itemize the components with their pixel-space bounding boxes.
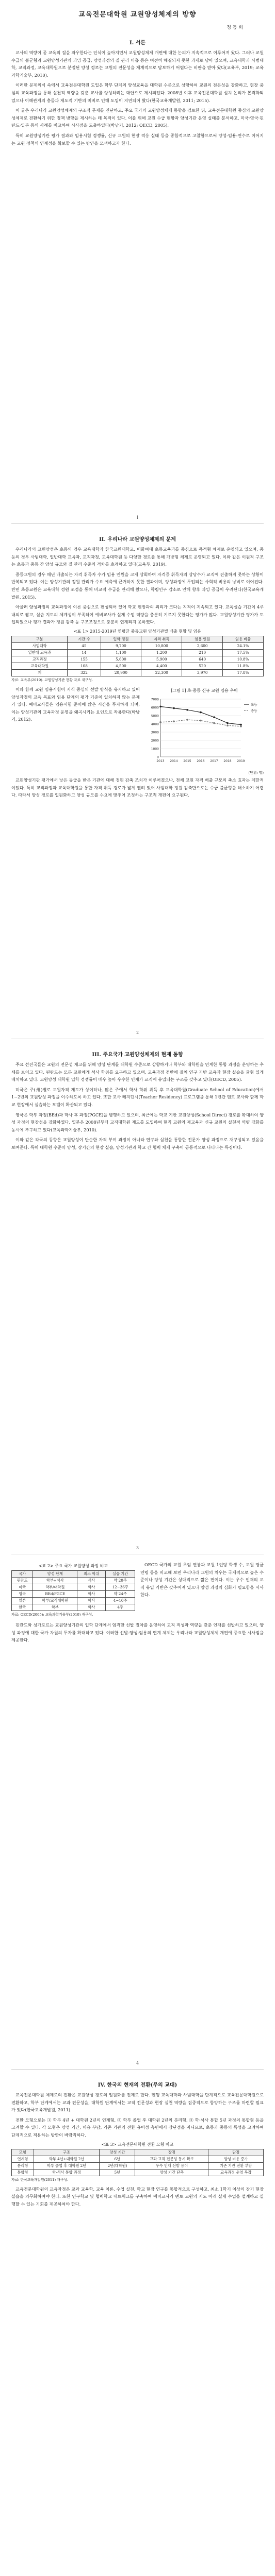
table-row: [12, 1584, 135, 1591]
table-cell: 계: [12, 669, 68, 676]
page-number: 1: [136, 515, 139, 520]
table-cell: 3,970: [182, 669, 223, 676]
table-header-cell: 단점: [208, 2149, 264, 2156]
table-cell: 14: [68, 649, 101, 656]
table-cell: 미국: [12, 1584, 33, 1591]
table-cell: 5,900: [141, 656, 182, 663]
table-cell: 2,600: [182, 642, 223, 649]
table-header-cell: 자격 취득: [141, 636, 182, 642]
data-point: [200, 720, 202, 722]
page-divider: [11, 523, 264, 524]
paragraph: 핀란드와 싱가포르는 교원양성기관의 입학 단계에서 엄격한 선발 절차를 운영하여 교직 적성과 역량을 갖춘 인재를 선발하고 있으며, 양성 과정에 대한 국가 차원의 투자를 확대하고 있다. 이러한 선발-양성-임용의 연계 체제는 우리나라 교원양성체제 개편에 중요한 시사점을 제공한다.: [11, 1622, 264, 1643]
table-cell: 108: [68, 663, 101, 669]
table-cell: 기존 기관 전환 부담: [208, 2162, 264, 2169]
table-cell: 4,400: [141, 663, 182, 669]
table-cell: 9,700: [101, 642, 141, 649]
paragraph: 교원양성기관 평가에서 낮은 등급을 받은 기관에 대해 정원 감축 조치가 이루어졌으나, 전체 교원 자격 배출 규모의 축소 효과는 제한적이었다. 특히 교직과정과 교육대학원을 통한 자격 취득 경로가 넓게 열려 있어 사범대학 정원 감축만으로는 수급 불균형을 해소하기 어렵다. 따라서 양성 경로를 일원화하고 양성 규모를 수요에 맞추어 조정하는 구조적 개편이 요구된다.: [11, 777, 264, 798]
table-cell: 322: [68, 669, 101, 676]
table-caption: <표 2> 주요 국가 교원양성 과정 비교: [38, 1564, 108, 1568]
table-row: [12, 642, 264, 649]
section-transition: [11, 2076, 264, 2210]
data-point: [173, 720, 175, 722]
table-cell: 한국: [12, 1604, 33, 1611]
table-transition-models: [11, 2149, 264, 2176]
section-heading: II. 우리나라 교원양성체제의 문제: [99, 537, 176, 543]
chart-container: [145, 686, 264, 776]
data-point: [186, 719, 188, 721]
paragraph: 이와 같은 각국의 동향은 교원양성이 단순한 자격 부여 과정이 아니라 연구와 실천을 통합한 전문가 양성 과정으로 재구성되고 있음을 보여준다. 특히 대학원 수준의 양성, 장기간의 현장 실습, 양성기관과 학교 간 협력 체제 구축이 공통적으로 나타나는 특징이다.: [11, 1137, 264, 1150]
table-header-row: [12, 1571, 135, 1578]
data-point: [213, 722, 215, 724]
table-source-note: 자료: OECD(2005); 교육과학기술부(2010) 재구성.: [11, 1613, 93, 1617]
table-header-cell: 모형: [12, 2149, 34, 2156]
table-cell: 학부/교직대학원: [33, 1598, 77, 1604]
table-row: [12, 2162, 264, 2169]
table-cell: 학사: [77, 1591, 106, 1598]
table-header-cell: 임용 비율: [223, 636, 264, 642]
y-tick-label: 4000: [151, 722, 159, 726]
table-cell: BEd/PGCE: [33, 1591, 77, 1598]
table-header-cell: 양성 기간: [100, 2149, 135, 2156]
table-cell: 학부+석사: [33, 1578, 77, 1584]
table-cell: 학부/대학원: [33, 1584, 77, 1591]
y-tick-label: 1000: [151, 747, 159, 751]
table-header-cell: 기관 수: [68, 636, 101, 642]
table-cell: 45: [68, 642, 101, 649]
table-cell: 약 24주: [106, 1591, 135, 1598]
table-cell: 양성 기간 단축: [135, 2169, 208, 2176]
table-row: [12, 2169, 264, 2176]
table-body: [12, 2156, 264, 2176]
table-cell: 5,600: [101, 656, 141, 663]
table-header-cell: 장점: [135, 2149, 208, 2156]
table-body: [12, 642, 264, 676]
table-row: [12, 663, 264, 669]
table-header-cell: 양성 단계: [33, 1571, 77, 1578]
table-cell: 석사: [77, 1578, 106, 1584]
chart-unit: (단위: 명): [248, 770, 264, 775]
table-cell: 10.8%: [223, 656, 264, 663]
table-cell: 일본: [12, 1598, 33, 1604]
paragraph: 영국은 학부 과정(BEd)과 학사 후 과정(PGCE)을 병행하고 있으며, 최근에는 학교 기반 교원양성(School Direct) 경로를 확대하여 양성 과정의 현장성을 강화하였다. 일본은 2008년부터 교직대학원 제도를 도입하여 현직 교원의 재교육과 신규 교원의 실천적 역량 강화를 동시에 추구하고 있다(교육과학기술부, 2010).: [11, 1112, 264, 1132]
table-cell: 교육과정 운영 복잡: [208, 2169, 264, 2176]
table-cell: 640: [182, 656, 223, 663]
x-tick-label: 2013: [156, 759, 165, 763]
data-point: [227, 724, 229, 726]
table-cell: 학부: [33, 1604, 77, 1611]
table-row: [12, 669, 264, 676]
table-cell: 교직과정: [12, 656, 68, 663]
table-row: [12, 1591, 135, 1598]
table-cell: 교육대학원: [12, 663, 68, 669]
y-tick-label: 5000: [151, 714, 159, 718]
table-source-note: 자료: 한국교육개발원(2011) 재구성.: [11, 2177, 69, 2182]
table-header-row: [12, 636, 264, 642]
table-row: [12, 1598, 135, 1604]
table-teacher-supply: [11, 636, 264, 676]
table-row: [12, 2156, 264, 2162]
data-point: [240, 724, 242, 726]
section-international-trends: [11, 1046, 264, 1154]
x-tick-label: 2017: [210, 759, 218, 763]
page-number: 3: [136, 1546, 139, 1550]
table-cell: 학부 졸업 후 대학원 2년: [34, 2162, 100, 2169]
section-heading: I. 서론: [130, 40, 145, 46]
table-header-cell: 최소 학위: [77, 1571, 106, 1578]
table-cell: 우수 인재 선발 용이: [135, 2162, 208, 2169]
data-point: [159, 721, 161, 723]
table-cell: 11.8%: [223, 663, 264, 669]
table-cell: 1,100: [101, 649, 141, 656]
paragraph: 미국은 주(州)별로 교원자격 제도가 상이하나, 많은 주에서 학사 학위 취득 후 교육대학원(Graduate School of Education)에서 1~2년의 교원양성 과정을 이수하도록 하고 있다. 또한 교사 레지던시(Teacher Residency) 프로그램을 통해 1년간 멘토 교사와 함께 학교 현장에서 실습하는 모델이 확산되고 있다.: [11, 1087, 264, 1107]
table-cell: 4주: [106, 1604, 135, 1611]
x-tick-label: 2014: [170, 759, 178, 763]
data-point: [200, 711, 202, 714]
section-introduction: [11, 34, 264, 149]
table-with-text: [11, 1561, 264, 1618]
table-cell: 약 20주: [106, 1578, 135, 1584]
table-header-cell: 구분: [12, 636, 68, 642]
table-cell: 학사: [77, 1584, 106, 1591]
table-cell: 학·석사 통합 과정: [34, 2169, 100, 2176]
table-cell: 학부 4년+대학원 2년: [34, 2156, 100, 2162]
table-cell: 12~36주: [106, 1584, 135, 1591]
legend-label: 초등: [251, 702, 257, 707]
table-header-cell: 구조: [34, 2149, 100, 2156]
table-row: [12, 649, 264, 656]
paragraph: 교사의 역량이 곧 교육의 질을 좌우한다는 인식이 높아지면서 교원양성체제 개편에 대한 논의가 지속적으로 이루어져 왔다. 그러나 교원 수급의 불균형과 교원양성기관의 과잉 공급, 양성과정의 질 관리 미흡 등은 여전히 해결되지 못한 과제로 남아 있으며, 교육대학과 사범대학, 교직과정, 교육대학원으로 분절된 양성 경로는 교원의 전문성을 체계적으로 담보하기 어렵다는 비판을 받아 왔다(교육부, 2019; 교육과학기술부, 2010).: [11, 50, 264, 78]
table-cell: 17.8%: [223, 669, 264, 676]
table-header-cell: 임용 인원: [182, 636, 223, 642]
page-divider: [11, 2069, 264, 2070]
chart-with-text: [11, 686, 264, 776]
table-wrapper: [11, 1561, 135, 1618]
table-cell: 24.1%: [223, 642, 264, 649]
paragraph: 이 글은 우리나라 교원양성체제의 구조적 문제를 진단하고, 주요 국가의 교원양성체제 동향을 검토한 뒤, 교육전문대학원 중심의 교원양성체제로 전환하기 위한 정책 방향을 제시하는 데 목적이 있다. 이를 위해 교원 수급 현황과 양성기관 운영 실태를 분석하고, 미국·영국·핀란드·일본 등의 사례를 비교하여 시사점을 도출하였다(박남기, 2012; OECD, 2005).: [11, 108, 264, 128]
table-header-cell: 입학 정원: [101, 636, 141, 642]
table-cell: 2년(대학원): [100, 2162, 135, 2169]
table-cell: 6년: [100, 2156, 135, 2162]
paragraph: 전환 모형으로는 ① 학부 4년 + 대학원 2년의 연계형, ② 학부 졸업 후 대학원 2년의 분리형, ③ 학·석사 통합 5년 과정의 통합형 등을 고려할 수 있다. 각 모형은 양성 기간, 비용 부담, 기존 기관의 전환 용이성 측면에서 장단점을 지니므로, 초등과 중등의 특성을 고려하여 단계적으로 적용하는 방안이 바람직하다.: [11, 2117, 264, 2138]
table-caption: <표 1> 2015-2019년 연평균 중등교원 양성기관별 배출 현황 및 임용: [73, 629, 202, 634]
page-number: 2: [136, 1030, 139, 1035]
table-caption: <표 3> 교육전문대학원 전환 모형 비교: [101, 2142, 174, 2147]
table-cell: 10,800: [141, 642, 182, 649]
table-cell: 학사: [77, 1598, 106, 1604]
author-name: 정 동 희: [227, 25, 243, 30]
table-country-comparison: [11, 1570, 135, 1611]
table-cell: 4~10주: [106, 1598, 135, 1604]
table-cell: 핀란드: [12, 1578, 33, 1584]
table-cell: 일반대 교육과: [12, 649, 68, 656]
x-tick-label: 2015: [183, 759, 191, 763]
table-cell: 520: [182, 663, 223, 669]
table-header-cell: 국가: [12, 1571, 33, 1578]
table-cell: 학사: [77, 1604, 106, 1611]
y-tick-label: 2000: [151, 739, 159, 743]
table-cell: 분리형: [12, 2162, 34, 2169]
paragraph: 이러한 문제의식 속에서 교육전문대학원 도입은 학부 단계의 양성교육을 대학원 수준으로 상향하여 교원의 전문성을 강화하고, 현장 중심의 교육과정을 통해 실천적 역량을 갖춘 교사를 양성하려는 대안으로 제시되었다. 2008년 이후 교육전문대학원 설치 논의가 본격화되었으나 이해관계의 충돌과 제도적 기반의 미비로 인해 도입이 지연되어 왔다(한국교육개발원, 2011; 2015).: [11, 82, 264, 103]
y-tick-label: 0: [157, 755, 159, 759]
legend-label: 중등: [251, 708, 257, 713]
paragraph: 이와 함께 교원 임용시험이 지식 중심의 선발 방식을 유지하고 있어 양성과정의 교육 목표와 임용 단계의 평가 기준이 일치하지 않는 문제가 있다. 예비교사들은 임용시험 준비에 많은 시간을 투자하게 되며, 이는 양성기관의 교육과정 운영을 왜곡시키는 요인으로 작용한다(박남기, 2012).: [11, 686, 140, 722]
paragraph: 아울러 양성과정의 교육과정이 이론 중심으로 편성되어 있어 학교 현장과의 괴리가 크다는 지적이 지속되고 있다. 교육실습 기간이 4주 내외로 짧고, 실습 지도의 체계성이 부족하여 예비교사가 실제 수업 역량을 충분히 기르지 못한다는 평가가 많다. 교원양성기관 평가가 도입되었으나 평가 결과가 정원 감축 등 구조조정으로 충분히 연계되지 못하였다.: [11, 604, 264, 625]
paragraph: 특히 교원양성기관 평가 결과와 임용시험 경쟁률, 신규 교원의 현장 적응 실태 등을 종합적으로 고찰함으로써 양성-임용-연수로 이어지는 교원 정책의 연계성을 확보할 수 있는 방안을 모색하고자 한다.: [11, 132, 264, 146]
table-row: [12, 1604, 135, 1611]
table-body: [12, 1578, 135, 1611]
x-tick-label: 2019: [237, 759, 245, 763]
table-cell: 22,300: [141, 669, 182, 676]
table-cell: 교과·교직 전문성 동시 확보: [135, 2156, 208, 2162]
paragraph: 교육전문대학원 체제로의 전환은 교원양성 경로의 일원화를 전제로 한다. 현행 교육대학과 사범대학을 단계적으로 교육전문대학원으로 전환하고, 학부 단계에서는 교과 전문성을, 대학원 단계에서는 교직 전문성과 현장 실천 역량을 집중적으로 함양하는 구조를 마련할 필요가 있다(한국교육개발원, 2011).: [11, 2092, 264, 2113]
table-cell: 양성 비용 증가: [208, 2156, 264, 2162]
data-point: [227, 722, 229, 724]
y-tick-label: 7000: [151, 698, 159, 702]
paragraph: 교육전문대학원의 교육과정은 교과 교육학, 교육 이론, 수업 실천, 학교 현장 연구를 통합적으로 구성하고, 최소 1학기 이상의 장기 현장 실습을 의무화하여야 한다. 또한 연구학교 및 협력학교 네트워크를 구축하여 예비교사가 멘토 교원의 지도 아래 실제 수업을 설계하고 실행할 수 있는 기회를 제공하여야 한다.: [11, 2186, 264, 2207]
paragraph: 중등교원의 경우 매년 배출되는 자격 취득자 수가 임용 인원을 크게 상회하여 자격증 취득자의 상당수가 교직에 진출하지 못하는 상황이 반복되고 있다. 이는 양성기관의 정원 관리가 수요 예측에 근거하지 못한 결과이며, 양성과정에 투입되는 사회적 비용의 낭비로 이어진다. 반면 초등교원은 교육대학 정원 조정을 통해 비교적 수급을 관리해 왔으나, 학령인구 감소로 인해 향후 과잉 공급이 우려된다(한국교육개발원, 2015).: [11, 571, 264, 600]
table-cell: 20,900: [101, 669, 141, 676]
table-cell: 4,500: [101, 663, 141, 669]
data-point: [240, 725, 242, 727]
table-cell: 영국: [12, 1591, 33, 1598]
paragraph: 주요 선진국들은 교원의 전문성 제고를 위해 양성 단계를 대학원 수준으로 상향하거나 학부와 대학원을 연계한 통합 과정을 운영하는 추세를 보이고 있다. 핀란드는 모든 교원에게 석사 학위를 요구하고 있으며, 교육과정 전반에 걸쳐 연구 기반 교육과 현장 실습을 균형 있게 배치하고 있다. 교원양성 대학원 입학 경쟁률이 매우 높아 우수한 인재가 교직에 유입되는 구조를 갖추고 있다(OECD, 2005).: [11, 1062, 264, 1082]
table-row: [12, 656, 264, 663]
paragraph: OECD 국가의 교원 초임 연봉과 교원 1인당 학생 수, 교원 평균 연령 등을 비교해 보면 우리나라 교원의 처우는 국제적으로 높은 수준이나 양성 기간은 상대적으로 짧은 편이다. 이는 우수 인재의 교직 유입 기반은 갖추어져 있으나 양성 과정의 심화가 필요함을 시사한다.: [140, 1562, 264, 1598]
y-tick-label: 6000: [151, 706, 159, 710]
chart-caption: [그림 1] 초·중등 신규 교원 임용 추이: [171, 688, 238, 693]
section-international-comparison: [11, 1561, 264, 1647]
line-chart: [145, 695, 264, 767]
table-cell: 155: [68, 656, 101, 663]
data-point: [159, 706, 161, 708]
table-source-note: 자료: 교육부(2019). 교원양성기관 현황 자료 재구성.: [11, 677, 93, 682]
document-header: [11, 0, 264, 31]
section-heading: IV. 한국의 현재의 전환(무의 교대): [98, 2082, 177, 2088]
table-cell: 통합형: [12, 2169, 34, 2176]
paragraph: 우리나라의 교원양성은 초등의 경우 교육대학과 한국교원대학교, 이화여대 초등교육과를 중심으로 목적형 체제로 운영되고 있으며, 중등의 경우 사범대학, 일반대학 교육과, 교직과정, 교육대학원 등 다양한 경로를 통해 개방형 체제로 운영되고 있다. 이와 같은 이원적 구조는 초등과 중등 간 양성 규모와 질 관리 수준의 격차를 초래하고 있다(교육부, 2019).: [11, 547, 264, 567]
data-point: [186, 709, 188, 711]
x-tick-label: 2018: [223, 759, 232, 763]
table-cell: 5년: [100, 2169, 135, 2176]
section-problems: [11, 531, 264, 802]
table-header-row: [12, 2149, 264, 2156]
page-number: 4: [136, 2061, 139, 2065]
table-cell: 17.5%: [223, 649, 264, 656]
table-cell: 사범대학: [12, 642, 68, 649]
table-cell: 210: [182, 649, 223, 656]
table-row: [12, 1578, 135, 1584]
table-cell: 1,200: [141, 649, 182, 656]
data-point: [213, 716, 215, 718]
section-heading: III. 주요국가 교원양성체제의 현재 동향: [92, 1052, 183, 1058]
data-point: [173, 707, 175, 709]
document-title: 교육전문대학원 교원양성체제의 방향: [78, 11, 197, 19]
y-tick-label: 3000: [151, 731, 159, 735]
table-cell: 연계형: [12, 2156, 34, 2162]
x-tick-label: 2016: [197, 759, 205, 763]
table-header-cell: 실습 기간: [106, 1571, 135, 1578]
